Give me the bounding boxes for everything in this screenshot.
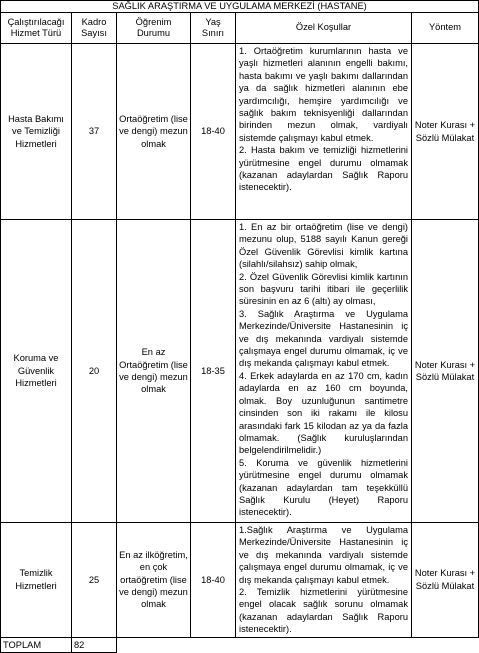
table-title: SAĞLIK ARAŞTIRMA VE UYGULAMA MERKEZİ (HASTANE): [1, 1, 479, 13]
cell-yas: 18-35: [191, 220, 236, 523]
header-hizmet-turu: Çalıştırılacağı Hizmet Türü: [1, 13, 72, 44]
cell-hizmet-turu: Hasta Bakımı ve Temizliği Hizmetleri: [1, 44, 72, 220]
cell-kadro: 25: [72, 523, 117, 638]
table-title-row: [1, 1, 479, 13]
table-row: [1, 523, 479, 638]
cell-kadro: 20: [72, 220, 117, 523]
total-blank: [117, 637, 479, 652]
kosul-item: 1. En az bir ortaöğretim (lise ve dengi) mezunu olup, 5188 sayılı Kanun gereği Özel Güvenlik Görevlisi kimlik kartına (silahlı/silahsız) sahip olmak,: [239, 222, 408, 270]
cell-ogrenim: En az ilköğretim, en çok ortaöğretim (lise ve dengi) mezun olmak: [117, 523, 191, 638]
header-kosullar: Özel Koşullar: [236, 13, 412, 44]
kosul-item: 3. Sağlık Araştırma ve Uygulama Merkezinde/Üniversite Hastanesinin iç ve dış mekanında vardiyalı sistemde çalışmaya engel durumu olmamak, iç ve dış mekanda çalışmayı kabul etmek.: [239, 308, 408, 369]
total-row: [1, 637, 479, 652]
cell-kosullar: [236, 523, 412, 638]
cell-kadro: 37: [72, 44, 117, 220]
cell-ogrenim: En az Ortaöğretim (lise ve dengi) mezun olmak: [117, 220, 191, 523]
kosul-item: 4. Erkek adaylarda en az 170 cm, kadın adaylarda en az 160 cm boyunda, olmak. Boy uzunluğunun santimetre cinsinden son iki rakamı ile kilosu arasındaki fark 15 kilodan az ya da fazla olmamak. (Sağlık kuruluşlarından belgelendirilmelidir.): [239, 370, 408, 456]
cell-hizmet-turu: Koruma ve Güvenlik Hizmetleri: [1, 220, 72, 523]
cell-kosullar: [236, 220, 412, 523]
kosul-item: 2. Hasta bakım ve temizliği hizmetlerini yürütmesine engel durumu olmamak (kazanan adaylardan Sağlık Raporu istenecektir).: [239, 145, 408, 193]
kosul-item: 1.Sağlık Araştırma ve Uygulama Merkezinde/Üniversite Hastanesinin iç ve dış mekanında vardiyalı sistemde çalışmaya engel durumu olmamak, iç ve dış mekanda çalışmayı kabul etmek.: [239, 525, 408, 585]
cell-yontem: Noter Kurası + Sözlü Mülakat: [412, 220, 479, 523]
kosul-item: 2. Temizlik hizmetlerini yürütmesine engel olacak sağlık sorunu olmamak (kazanan adaylardan Sağlık Raporu istenecektir).: [239, 587, 408, 635]
header-kadro: Kadro Sayısı: [72, 13, 117, 44]
table-row: [1, 44, 479, 220]
cell-kosullar: [236, 44, 412, 220]
header-row: [1, 13, 479, 44]
kosul-item: 2. Özel Güvenlik Görevlisi kimlik kartının son başvuru tarihi itibari ile geçerlilik süresinin en az 6 (altı) ay olması,: [239, 271, 408, 307]
header-yas: Yaş Sınırı: [191, 13, 236, 44]
total-label: TOPLAM: [1, 637, 72, 652]
total-value: 82: [72, 637, 117, 652]
cell-yontem: Noter Kurası + Sözlü Mülakat: [412, 523, 479, 638]
kosul-item: 1. Ortaöğretim kurumlarının hasta ve yaşlı hizmetleri alanının engelli bakımı, hasta bakımı ve yaşlı bakımı dallarından ya da sağlık hizmetleri alanının ebe yardımcılığı, hemşire yardımcılığı ve sağlık bakım teknisyenliği dallarından birinden mezun olmak, vardiyalı sistemde çalışmayı kabul etmek.: [239, 46, 408, 143]
table-row: [1, 220, 479, 523]
cell-ogrenim: Ortaöğretim (lise ve dengi) mezun olmak: [117, 44, 191, 220]
cell-hizmet-turu: Temizlik Hizmetleri: [1, 523, 72, 638]
cell-yontem: Noter Kurası + Sözlü Mülakat: [412, 44, 479, 220]
kosul-item: 5. Koruma ve güvenlik hizmetlerini yürütmesine engel durumu olmamak (kazanan adaylardan tam teşekküllü Sağlık Kurulu (Heyet) Raporu istenecektir).: [239, 457, 408, 518]
header-ogrenim: Öğrenim Durumu: [117, 13, 191, 44]
header-yontem: Yöntem: [412, 13, 479, 44]
cell-yas: 18-40: [191, 44, 236, 220]
cell-yas: 18-40: [191, 523, 236, 638]
